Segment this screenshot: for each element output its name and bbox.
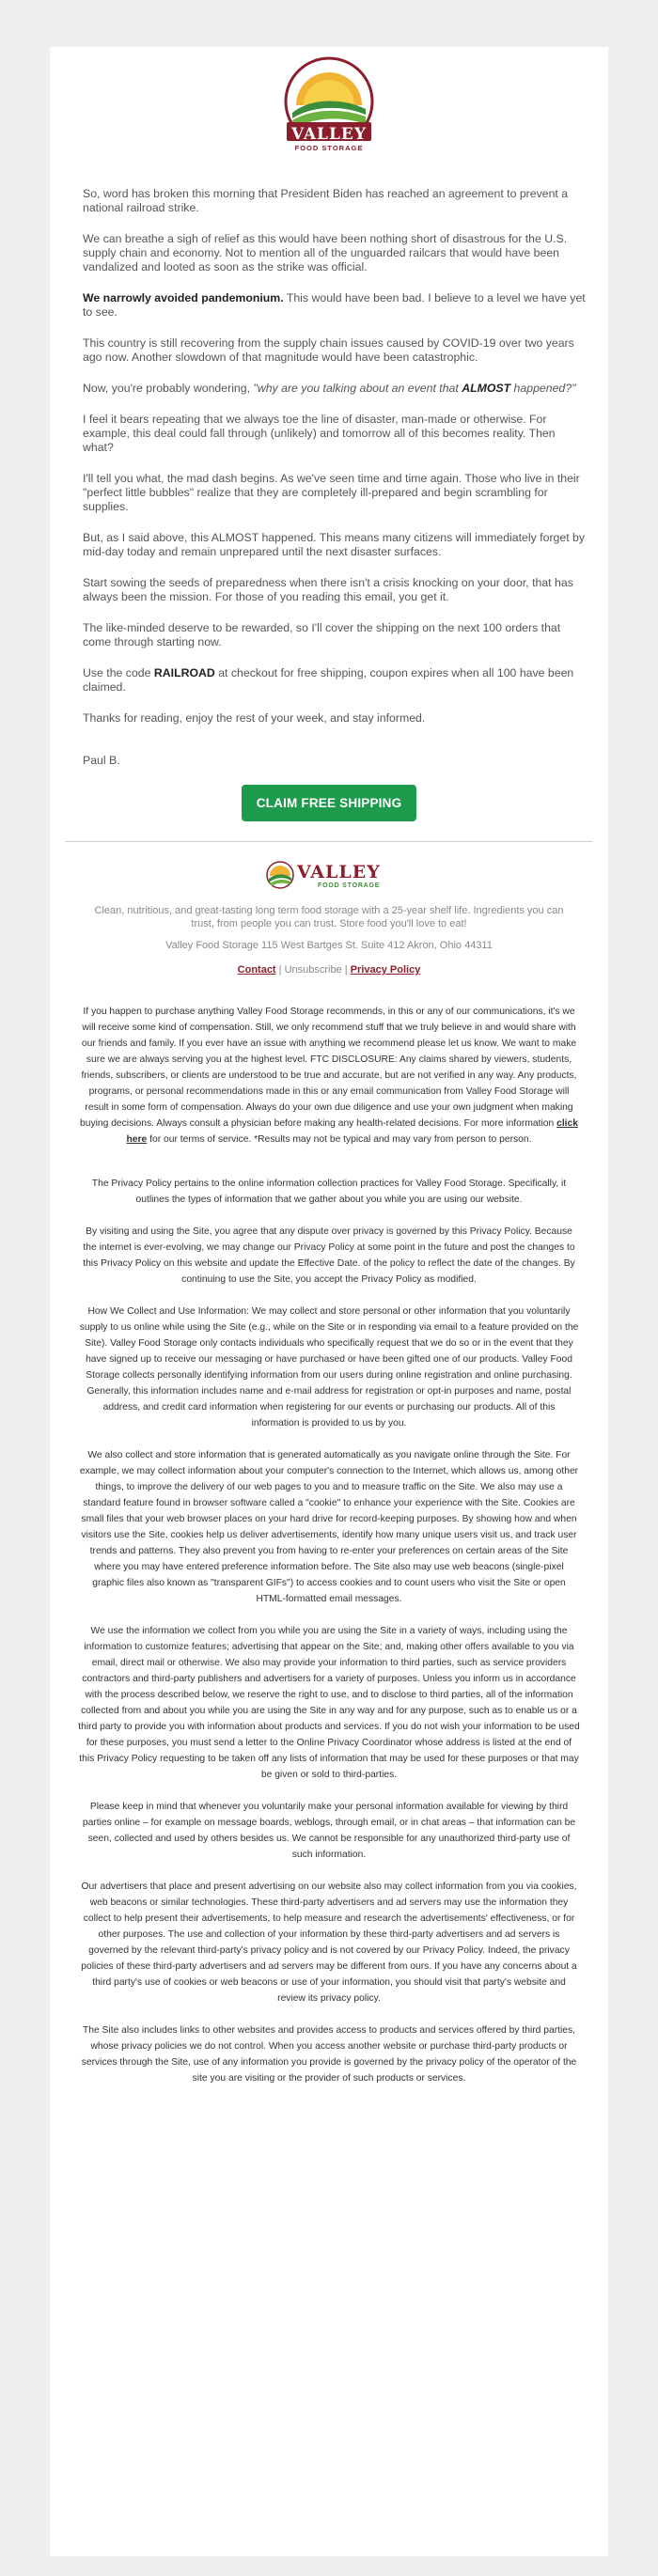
paragraph: Now, you're probably wondering, "why are you talking about an event that ALMOST happened?": [83, 382, 576, 395]
privacy-paragraph: Our advertisers that place and present advertising on our website also may collect information from you via cookies, web beacons or similar technologies. These third-party advertisers and ad servers may use the information they collect to help present their advertisements, to help measure and research the advertisements' effectiveness, or for other purposes. The use and collection of your information by these third-party advertisers and ad servers is governed by the relevant third-party's privacy policy and is not covered by our Privacy Policy. Indeed, the privacy policies of these third-party advertisers and ad servers may be different from ours. If you have any concerns about a third party's use of cookies or web beacons or use of your information, you should visit that party's website and review its privacy policy.: [81, 1881, 577, 2004]
paragraph: The like-minded deserve to be rewarded, so I'll cover the shipping on the next 100 orders that come through starting now.: [83, 621, 561, 648]
privacy-policy-link[interactable]: Privacy Policy: [350, 964, 421, 976]
divider: [65, 841, 593, 842]
claim-free-shipping-button[interactable]: CLAIM FREE SHIPPING: [242, 785, 417, 821]
signature: Paul B.: [83, 754, 120, 767]
paragraph: This country is still recovering from the supply chain issues caused by COVID-19 over two years ago now. Another slowdown of that magnitude would have been catastrophic.: [83, 336, 574, 364]
paragraph: We can breathe a sigh of relief as this would have been nothing short of disastrous for the U.S. supply chain and economy. Not to mention all of the unguarded railcars that would have been vandalized and looted as soon as the strike was official.: [83, 232, 568, 273]
privacy-paragraph: The Site also includes links to other websites and provides access to products and services offered by third parties, whose privacy policies we do not control. When you access another website or purchase third-party products or services through the Site, use of any information you provide is governed by the privacy policy of the operator of the site you are visiting or the provider of such products or services.: [81, 2025, 577, 2084]
coupon-code: RAILROAD: [153, 666, 215, 679]
privacy-paragraph: By visiting and using the Site, you agree that any dispute over privacy is governed by this Privacy Policy. Because the internet is ever-evolving, we may change our Privacy Policy at some point in the future and post the changes to this Privacy Policy on this website and update the Effective Date. of the policy to reflect the date of the changes. By continuing to use the Site, you accept the Privacy Policy as modified.: [83, 1226, 575, 1285]
paragraph: I feel it bears repeating that we always toe the line of disaster, man-made or otherwise. For example, this deal could fall through (unlikely) and tomorrow all of this becomes reality. Then what?: [83, 413, 556, 454]
disclosure: If you happen to purchase anything Valley Food Storage recommends, in this or any of our communications, it's we will receive some kind of compensation. Still, we only recommend stuff that we truly believe in and would share with our friends and family. If you ever have an issue with anything we recommend please let us know. We want to make sure we are always serving you at the highest level. FTC DISCLOSURE: Any claims shared by viewers, students, friends, subscribers, or clients are understood to be true and accurate, but are not verified in any way. Any products, programs, or personal recommendations made in this or any email communication from Valley Food Storage will result in some form of compensation. Always do your own due diligence and use your own judgment when making buying decisions. Always consult a physician before making any health-related decisions. For more information click here for our terms of service. *Results may not be typical and may vary from person to person.: [79, 1007, 578, 1145]
paragraph: But, as I said above, this ALMOST happened. This means many citizens will immediately forget by mid-day today and remain unprepared until the next disaster surfaces.: [83, 531, 586, 558]
tagline: Clean, nutritious, and great-tasting long term food storage with a 25-year shelf life. Ingredients you can trust, from people you can trust. Store food you'll love to eat!: [94, 905, 564, 929]
footer-links: Contact | Unsubscribe | Privacy Policy: [237, 964, 421, 976]
email-body: [50, 187, 608, 768]
privacy-paragraph: Please keep in mind that whenever you voluntarily make your personal information available for viewing by third parties online – for example on message boards, weblogs, through email, or in chat areas – that information can be seen, collected and used by others besides us. We cannot be responsible for any unauthorized third-party use of such information.: [82, 1802, 576, 1860]
valley-small-logo-icon: [263, 858, 395, 892]
privacy-paragraph: The Privacy Policy pertains to the online information collection practices for Valley Food Storage. Specifically, it outlines the types of information that we gather about you while you are using our website.: [91, 1179, 567, 1205]
email-card: [50, 47, 608, 2556]
paragraph: Use the code RAILROAD at checkout for free shipping, coupon expires when all 100 have been claimed.: [83, 666, 574, 694]
bold-text: We narrowly avoided pandemonium.: [83, 291, 284, 304]
logo-wordmark: VALLEY: [290, 125, 368, 144]
privacy-paragraph: We also collect and store information that is generated automatically as you navigate online through the Site. For example, we may collect information about your computer's connection to the Internet, which allows us, among other things, to improve the delivery of our web pages to you and to measure traffic on the Site. We also may use a standard feature found in browser software called a "cookie" to enhance your experience with the Site. Cookies are small files that your web browser places on your hard drive for record-keeping purposes. By showing how and when visitors use the Site, cookies help us deliver advertisements, identify how many unique users visit us, and track user trends and patterns. They also prevent you from having to re-enter your preferences on certain areas of the Site where you may have entered preference information before. The Site also may use web beacons (single-pixel graphic files also known as "transparent GIFs") to access cookies and to count users who visit the Site or open HTML-formatted email messages.: [79, 1450, 579, 1604]
paragraph: Start sowing the seeds of preparedness when there isn't a crisis knocking on your door, that has always been the mission. For those of you reading this email, you get it.: [83, 576, 573, 603]
terms-link[interactable]: click here: [126, 1118, 578, 1145]
paragraph: I'll tell you what, the mad dash begins. As we've seen time and time again. Those who live in their "perfect little bubbles" realize that they are completely ill-prepared and begin scrambling for supplies.: [83, 472, 580, 513]
header-logo[interactable]: [50, 47, 608, 164]
legal-section: [50, 1004, 608, 2086]
svg-text:FOOD STORAGE: FOOD STORAGE: [318, 882, 381, 889]
footer-logo[interactable]: [50, 858, 608, 897]
privacy-paragraph: We use the information we collect from you while you are using the Site in a variety of ways, including using the information to customize features; advertising that appear on the Site; and, making other offers available to you via email, direct mail or otherwise. We also may provide your information to third parties, such as service providers contractors and third-party publishers and advertisers for a variety of purposes. Unless you inform us in accordance with the process described below, we reserve the right to use, and to disclose to third parties, all of the information collected from and about you while you are using the Site in any way and for any purpose, such as to enable us or a third party to provide you with information about products and services. If you do not wish your information to be used for these purposes, you must send a letter to the Online Privacy Coordinator whose address is listed at the end of this Privacy Policy requesting to be taken off any lists of information that may be used for these purposes or that may be given or sold to third-parties.: [78, 1626, 580, 1780]
paragraph: We narrowly avoided pandemonium. This would have been bad. I believe to a level we have yet to see.: [83, 291, 586, 319]
unsubscribe-link[interactable]: Unsubscribe: [284, 964, 342, 976]
privacy-paragraph: How We Collect and Use Information: We may collect and store personal or other information that you voluntarily supply to us online while using the Site (e.g., while on the Site or in responding via email to a feature provided on the Site). Valley Food Storage only contacts individuals who specifically request that we do so or in the event that they have signed up to receive our messaging or have purchased or have been gifted one of our products. Valley Food Storage collects personally identifying information from our users during online registration and online purchasing. Generally, this information includes name and e-mail address for registration or opt-in purposes and name, postal address, and credit card information when registering for our events or purchasing our products. All of this information is provided to us by you.: [79, 1306, 579, 1429]
svg-text:VALLEY: VALLEY: [297, 862, 381, 882]
paragraph: So, word has broken this morning that President Biden has reached an agreement to prevent a national railroad strike.: [83, 187, 569, 214]
company-address: Valley Food Storage 115 West Bartges St. Suite 412 Akron, Ohio 44311: [165, 940, 493, 951]
paragraph: Thanks for reading, enjoy the rest of your week, and stay informed.: [83, 711, 426, 725]
contact-link[interactable]: Contact: [237, 964, 276, 976]
logo-subtitle: FOOD STORAGE: [294, 144, 364, 152]
